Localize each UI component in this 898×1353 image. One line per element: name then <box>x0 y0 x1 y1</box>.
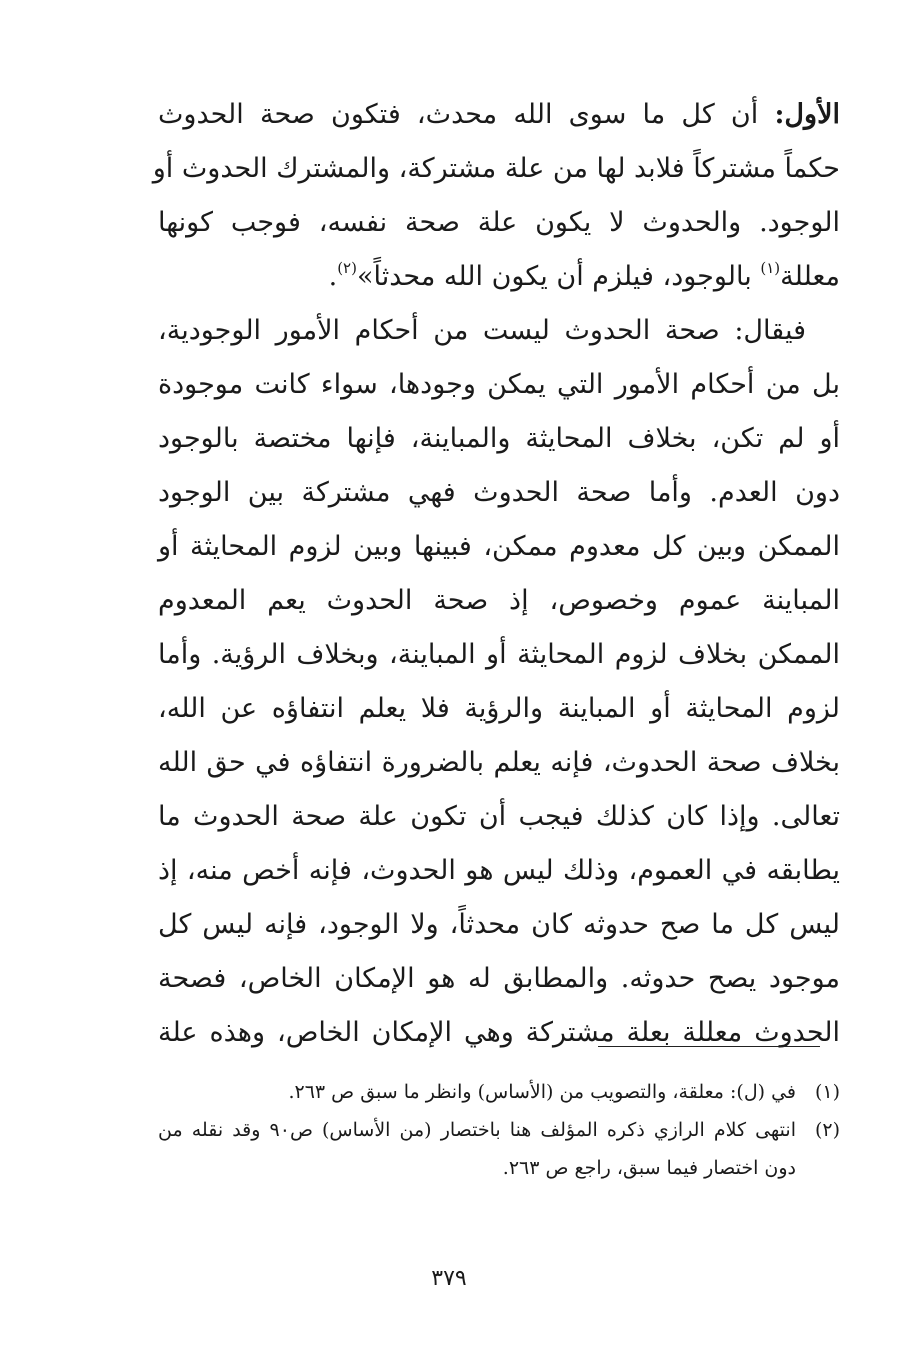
paragraph-1 <box>152 88 840 304</box>
paragraph-1-line-4-text-c: . <box>328 261 338 292</box>
footnote-2 <box>158 1111 840 1187</box>
paragraph-2-line-2: بل من أحكام الأمور التي يمكن وجودها، سواء كانت موجودة <box>158 369 840 400</box>
paragraph-1-line-4 <box>158 250 840 304</box>
footnote-1-number: (١) <box>814 1081 840 1103</box>
paragraph-2-line-1: فيقال: صحة الحدوث ليست من أحكام الأمور الوجودية، <box>158 315 806 346</box>
paragraph-1-line-1 <box>158 88 840 142</box>
paragraph-1-line-4-text-a: معللة <box>780 261 840 292</box>
paragraph-1-line-4-text-b: بالوجود، فيلزم أن يكون الله محدثاً» <box>356 261 761 292</box>
paragraph-2-line-5: الممكن وبين كل معدوم ممكن، فبينها وبين لزوم المحايثة أو <box>158 531 840 562</box>
footnote-ref-2: (٢) <box>337 259 357 277</box>
paragraph-2-line-8: لزوم المحايثة أو المباينة والرؤية فلا يعلم انتفاؤه عن الله، <box>158 693 840 724</box>
paragraph-lead-word: الأول: <box>774 99 840 130</box>
footnote-separator <box>598 1046 820 1047</box>
footnote-1-line-1: في (ل): معلقة، والتصويب من (الأساس) وانظر ما سبق ص ٢٦٣. <box>288 1081 796 1103</box>
paragraph-2-line-4: دون العدم. وأما صحة الحدوث فهي مشتركة بين الوجود <box>158 477 840 508</box>
footnotes <box>158 1073 840 1187</box>
paragraph-1-line-2: حكماً مشتركاً فلابد لها من علة مشتركة، والمشترك الحدوث أو <box>152 153 840 184</box>
page-number: ٣٧٩ <box>431 1266 467 1291</box>
paragraph-1-line-3: الوجود. والحدوث لا يكون علة صحة نفسه، فوجب كونها <box>158 207 840 238</box>
footnote-1 <box>158 1073 840 1111</box>
paragraph-2-line-7: الممكن بخلاف لزوم المحايثة أو المباينة، وبخلاف الرؤية. وأما <box>158 639 840 670</box>
paragraph-2-line-12: ليس كل ما صح حدوثه كان محدثاً، ولا الوجود، فإنه ليس كل <box>158 909 840 940</box>
paragraph-2-line-10: تعالى. وإذا كان كذلك فيجب أن تكون علة صحة الحدوث ما <box>158 801 840 832</box>
paragraph-2-line-11: يطابقه في العموم، وذلك ليس هو الحدوث، فإنه أخص منه، إذ <box>158 855 840 886</box>
footnote-2-number: (٢) <box>814 1119 840 1141</box>
footnote-ref-1: (١) <box>760 259 781 277</box>
paragraph-1-line-1-text: أن كل ما سوى الله محدث، فتكون صحة الحدوث <box>158 99 759 130</box>
footnote-2-line-2: دون اختصار فيما سبق، راجع ص ٢٦٣. <box>502 1157 796 1179</box>
paragraph-2-line-13: موجود يصح حدوثه. والمطابق له هو الإمكان الخاص، فصحة <box>158 963 840 994</box>
paragraph-2-line-6: المباينة عموم وخصوص، إذ صحة الحدوث يعم المعدوم <box>158 585 840 616</box>
paragraph-2-line-14: الحدوث معللة بعلة مشتركة وهي الإمكان الخاص، وهذه علة <box>158 1017 840 1048</box>
footnote-2-line-1: انتهى كلام الرازي ذكره المؤلف هنا باختصار (من الأساس) ص٩٠ وقد نقله من <box>158 1119 796 1141</box>
paragraph-2 <box>158 304 840 1060</box>
paragraph-2-line-9: بخلاف صحة الحدوث، فإنه يعلم بالضرورة انتفاؤه في حق الله <box>158 747 840 778</box>
paragraph-2-line-3: أو لم تكن، بخلاف المحايثة والمباينة، فإنها مختصة بالوجود <box>158 423 840 454</box>
